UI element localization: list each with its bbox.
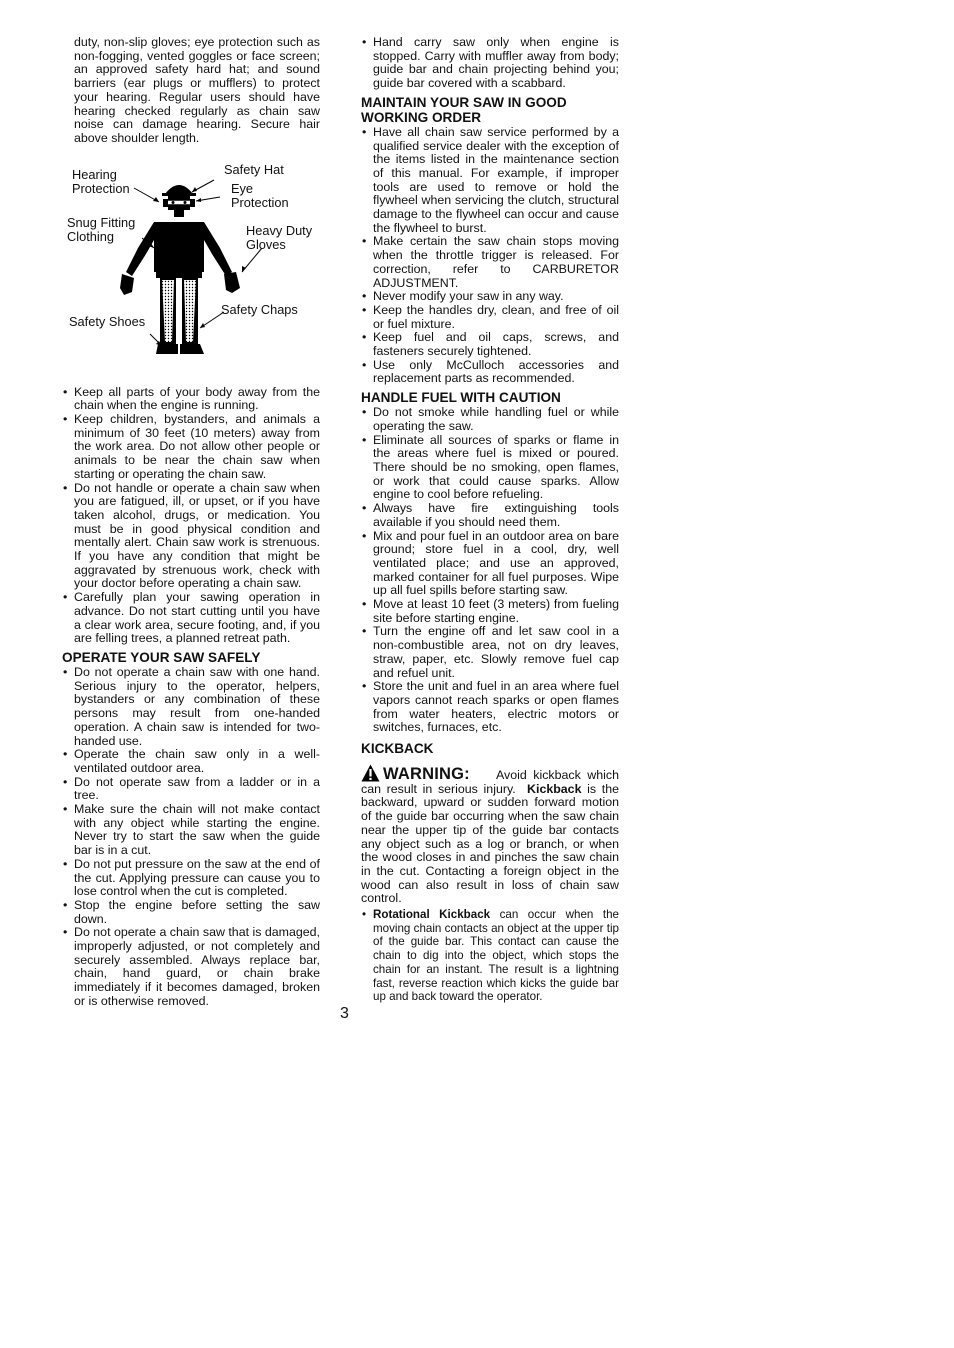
label-safety-hat: Safety Hat <box>224 161 284 177</box>
list-item: • Stop the engine before setting the saw down. <box>62 899 320 926</box>
list-item: • Keep all parts of your body away from the chain when the engine is running. <box>62 386 320 413</box>
list-item: • Make sure the chain will not make contact with any object while starting the engine. Never try to start the saw when the guide bar is in a cut. <box>62 803 320 858</box>
warning-lead: Avoid kickback which can result in serious injury. <box>361 768 619 796</box>
kickback-term: Kickback <box>527 781 582 796</box>
list-item: • Store the unit and fuel in an area where fuel vapors cannot reach sparks or open flames from water heaters, electric motors or switches, furnaces, etc. <box>361 680 619 735</box>
kickback-list <box>361 908 619 1004</box>
list-item: • Do not operate a chain saw with one hand. Serious injury to the operator, helpers, bystanders or any combination of these persons may result from one-handed operation. A chain saw is intended for two-handed use. <box>62 666 320 748</box>
label-eye-protection: Eye Protection <box>231 180 289 210</box>
list-item: • Hand carry saw only when engine is stopped. Carry with muffler away from body; guide bar and chain projecting behind you; guide bar covered with a scabbard. <box>361 36 619 91</box>
list-item: • Keep children, bystanders, and animals a minimum of 30 feet (10 meters) away from the work area. Do not allow other people or animals to be near the chain saw when starting or operating the chain saw. <box>62 413 320 482</box>
list-item: • Move at least 10 feet (3 meters) from fueling site before starting engine. <box>361 598 619 625</box>
label-heavy-duty-gloves: Heavy Duty Gloves <box>246 222 313 252</box>
label-hearing-protection: Hearing Protection <box>72 166 130 196</box>
list-item: • Carefully plan your sawing operation in advance. Do not start cutting until you have a clear work area, secure footing, and, if you are felling trees, a planned retreat path. <box>62 591 320 646</box>
operate-safely-list <box>62 666 320 1009</box>
list-item: • Keep fuel and oil caps, screws, and fasteners securely tightened. <box>361 331 619 358</box>
eye-protection-icon <box>167 200 191 205</box>
list-item: • Do not smoke while handling fuel or while operating the saw. <box>361 406 619 433</box>
body-safety-list <box>62 386 320 646</box>
list-item: • Do not put pressure on the saw at the end of the cut. Applying pressure can cause you to lose control when the cut is completed. <box>62 858 320 899</box>
list-item: • Have all chain saw service performed by a qualified service dealer with the exception of the items listed in the maintenance section of this manual. For example, if improper tools are used to remove or hold the flywheel when servicing the clutch, structural damage to the flywheel can occur and cause the flywheel to burst. <box>361 126 619 236</box>
label-snug-fitting-clothing: Snug Fitting Clothing <box>67 214 136 244</box>
heading-handle-fuel: HANDLE FUEL WITH CAUTION <box>361 390 561 406</box>
maintain-list <box>361 126 619 386</box>
safety-hat-icon <box>165 185 193 194</box>
heading-maintain: MAINTAIN YOUR SAW IN GOOD WORKING ORDER <box>361 94 567 125</box>
list-item <box>361 908 619 1004</box>
label-safety-shoes: Safety Shoes <box>69 313 146 329</box>
rotational-kickback-term: Rotational Kickback <box>373 908 491 922</box>
list-item: • Eliminate all sources of sparks or flame in the areas where fuel is mixed or poured. There should be no smoking, open flames, or work that could cause sparks. Allow engine to cool before refueling. <box>361 434 619 503</box>
gloves-icon <box>120 274 134 295</box>
list-item: • Mix and pour fuel in an outdoor area on bare ground; store fuel in a cool, dry, well ventilated place; and use an approved, marked container for all fuel purposes. Wipe up all fuel spills before starting saw. <box>361 530 619 599</box>
right-column <box>361 36 619 1004</box>
page-number: 3 <box>340 1005 349 1022</box>
list-item: • Turn the engine off and let saw cool in a non-combustible area, not on dry leaves, straw, paper, etc. Slowly remove fuel cap and refuel unit. <box>361 625 619 680</box>
safety-shoes-icon <box>156 344 178 354</box>
fuel-list <box>361 406 619 735</box>
list-item: • Do not handle or operate a chain saw when you are fatigued, ill, or upset, or if you have taken alcohol, drugs, or medication. You must be in good physical condition and mentally alert. Chain saw work is strenuous. If you have any condition that might be aggravated by strenuous work, check with your doctor before operating a chain saw. <box>62 482 320 592</box>
heading-operate-safely: OPERATE YOUR SAW SAFELY <box>62 649 261 665</box>
rotational-kickback-text: can occur when the moving chain contacts an object at the upper tip of the guide bar. This contact can cause the chain to dig into the object, which stops the chain for an instant. The result is a lightning fast, reverse reaction which kicks the guide bar up and back toward the operator. <box>373 908 619 1004</box>
hearing-protection-icon <box>163 199 168 207</box>
safety-gear-figure <box>62 160 320 380</box>
list-item: • Keep the handles dry, clean, and free of oil or fuel mixture. <box>361 304 619 331</box>
list-item: • Do not operate a chain saw that is damaged, improperly adjusted, or not completely and securely assembled. Always replace bar, chain, hand guard, or chain brake immediately if it becomes damaged, broken or is otherwise removed. <box>62 926 320 1008</box>
list-item: • Operate the chain saw only in a well-ventilated outdoor area. <box>62 748 320 775</box>
kickback-warning <box>361 764 619 906</box>
warning-word: WARNING: <box>383 765 470 784</box>
snug-clothing-icon <box>126 222 232 276</box>
warning-rest: is the backward, upward or sudden forward motion of the guide bar occurring when the saw chain near the upper tip of the guide bar contacts any object such as a log or branch, or when the wood closes in and pinches the saw chain in the cut. Contacting a foreign object in the wood can also result in loss of chain saw control. <box>361 781 620 906</box>
heading-kickback: KICKBACK <box>361 741 434 757</box>
list-item: • Always have fire extinguishing tools available if you should need them. <box>361 502 619 529</box>
list-item: • Make certain the saw chain stops moving when the throttle trigger is released. For correction, refer to CARBURETOR ADJUSTMENT. <box>361 235 619 290</box>
list-item: • Use only McCulloch accessories and replacement parts as recommended. <box>361 359 619 386</box>
left-column <box>62 36 320 1009</box>
warning-triangle-icon <box>361 764 380 782</box>
carry-list <box>361 36 619 91</box>
list-item: • Never modify your saw in any way. <box>361 290 619 304</box>
label-safety-chaps: Safety Chaps <box>221 301 298 317</box>
list-item: • Do not operate saw from a ladder or in a tree. <box>62 776 320 803</box>
intro-paragraph: duty, non-slip gloves; eye protection such as non-fogging, vented goggles or face screen; an approved safety hard hat; and sound barriers (ear plugs or mufflers) to protect your hearing. Regular users should have hearing checked regularly as chain saw noise can damage hearing. Secure hair above shoulder length. <box>74 35 320 145</box>
